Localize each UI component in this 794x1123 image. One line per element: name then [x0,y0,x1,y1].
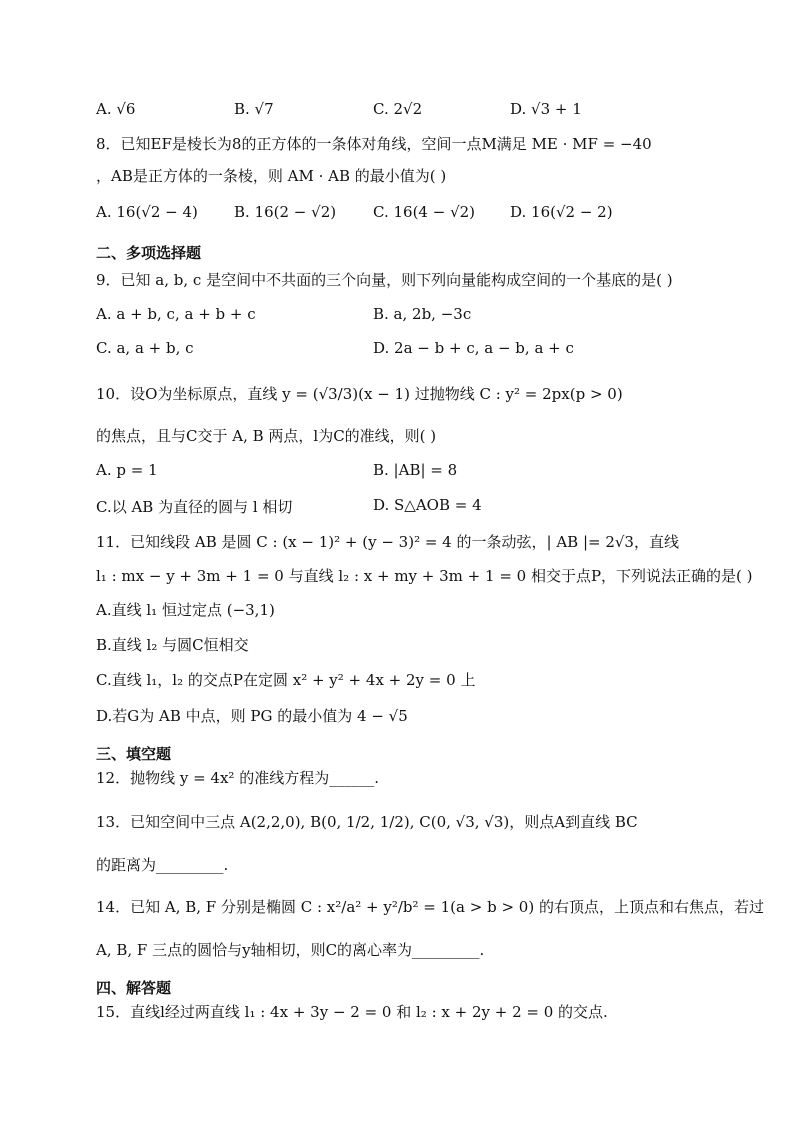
q7-option-d: D. √3 + 1 [510,100,582,118]
q8-option-b: B. 16(2 − √2) [234,203,337,221]
q7-option-c: C. 2√2 [373,100,423,118]
q13-stem: 13．已知空间中三点 A(2,2,0), B(0, 1/2, 1/2), C(0, √3, √3)，则点A到直线 BC [96,813,638,831]
q8-stem: 8．已知EF是棱长为8的正方体的一条体对角线，空间一点M满足 ME · MF = −40 [96,135,652,153]
q7-options [96,100,716,122]
q9-option-d: D. 2a − b + c, a − b, a + c [373,339,574,357]
q7-option-b: B. √7 [234,100,274,118]
q11-stem-cont: l₁ : mx − y + 3m + 1 = 0 与直线 l₂ : x + my + 3m + 1 = 0 相交于点P，下列说法正确的是( ) [96,567,753,585]
q11-option-c: C.直线 l₁，l₂ 的交点P在定圆 x² + y² + 4x + 2y = 0 上 [96,671,476,689]
q10-option-a: A. p = 1 [96,461,158,479]
q8-option-c: C. 16(4 − √2) [373,203,476,221]
q8-option-a: A. 16(√2 − 4) [96,203,198,221]
q9-option-b: B. a, 2b, −3c [373,305,472,323]
q7-option-a: A. √6 [96,100,136,118]
q9-stem: 9．已知 a, b, c 是空间中不共面的三个向量，则下列向量能构成空间的一个基底的是( ) [96,271,673,289]
q9-option-a: A. a + b, c, a + b + c [96,305,256,323]
q9-options-row2 [96,339,716,361]
q10-stem: 10．设O为坐标原点，直线 y = (√3/3)(x − 1) 过抛物线 C : y² = 2px(p > 0) [96,385,623,403]
section-multiple-choice: 二、多项选择题 [96,244,202,262]
q13-stem-cont: 的距离为_________. [96,856,229,874]
section-free-response: 四、解答题 [96,979,172,997]
section-fill-in: 三、填空题 [96,745,172,763]
q11-option-a: A.直线 l₁ 恒过定点 (−3,1) [96,601,275,619]
q12-stem: 12．抛物线 y = 4x² 的准线方程为______. [96,769,379,787]
q9-option-c: C. a, a + b, c [96,339,194,357]
q10-option-b: B. |AB| = 8 [373,461,458,479]
q14-stem: 14．已知 A, B, F 分别是椭圆 C : x²/a² + y²/b² = 1(a > b > 0) 的右顶点，上顶点和右焦点，若过 [96,898,764,916]
q11-stem: 11．已知线段 AB 是圆 C : (x − 1)² + (y − 3)² = 4 的一条动弦，| AB |= 2√3，直线 [96,533,679,551]
q8-option-d: D. 16(√2 − 2) [510,203,613,221]
q10-option-c: C.以 AB 为直径的圆与 l 相切 [96,498,293,516]
q10-option-d: D. S△AOB = 4 [373,496,482,514]
q10-stem-cont: 的焦点，且与C交于 A, B 两点，l为C的准线，则( ) [96,427,437,445]
q11-option-d: D.若G为 AB 中点，则 PG 的最小值为 4 − √5 [96,707,408,725]
q11-option-b: B.直线 l₂ 与圆C恒相交 [96,636,249,654]
q10-options-row2 [96,496,716,518]
q14-stem-cont: A, B, F 三点的圆恰与y轴相切，则C的离心率为_________. [96,941,485,959]
q8-stem-cont: ，AB是正方体的一条棱，则 AM · AB 的最小值为( ) [96,167,447,185]
q10-options-row1 [96,461,716,483]
q15-stem: 15．直线l经过两直线 l₁ : 4x + 3y − 2 = 0 和 l₂ : x + 2y + 2 = 0 的交点. [96,1003,608,1021]
q8-options [96,203,716,225]
q9-options-row1 [96,305,716,327]
